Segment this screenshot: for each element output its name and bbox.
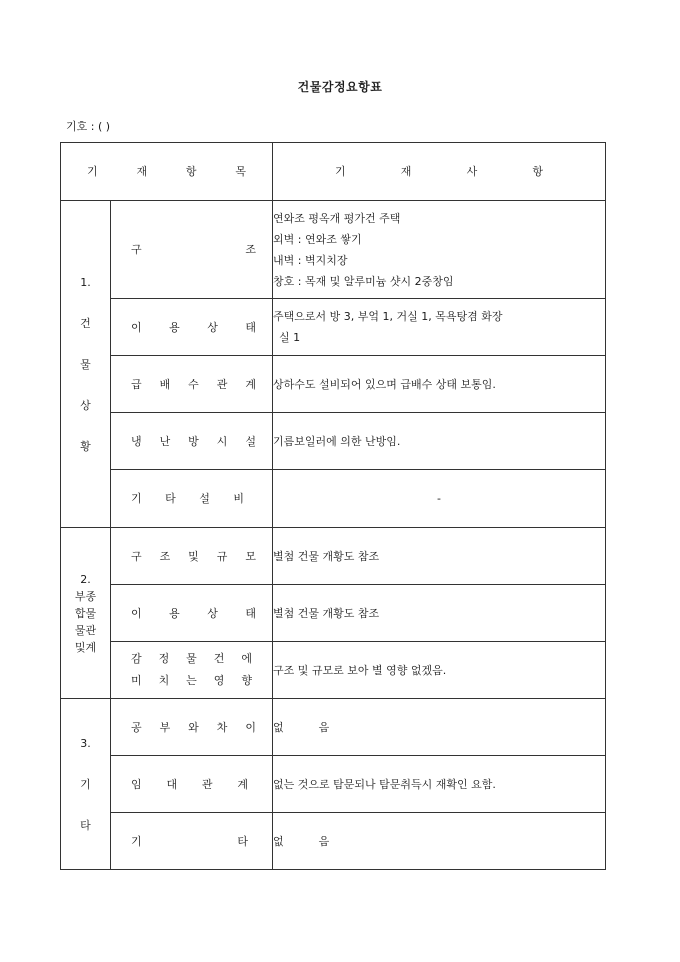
item-char: 대 bbox=[166, 777, 178, 791]
header-item-char: 항 bbox=[185, 165, 197, 178]
item-char: 조 bbox=[159, 549, 171, 563]
item-char: 차 bbox=[216, 720, 228, 734]
item-cell bbox=[111, 642, 273, 699]
section-number: 2. bbox=[80, 572, 91, 586]
item-char: 타 bbox=[165, 492, 176, 505]
content-cell bbox=[273, 699, 606, 756]
header-item-char: 목 bbox=[235, 165, 246, 178]
content-line: 없는 것으로 탐문되나 탐문취득시 재확인 요함. bbox=[273, 777, 496, 791]
section-number: 1. bbox=[80, 275, 91, 289]
item-char: 태 bbox=[245, 606, 256, 620]
content-line: 없 음 bbox=[273, 834, 330, 848]
item-char: 이 bbox=[131, 320, 142, 334]
item-char: 향 bbox=[241, 674, 252, 687]
header-content-char: 사 bbox=[466, 165, 478, 178]
item-char: 구 bbox=[131, 549, 142, 563]
item-cell bbox=[111, 528, 273, 585]
item-char: 방 bbox=[188, 434, 199, 448]
content-line: 기름보일러에 의한 난방임. bbox=[273, 434, 401, 448]
item-char: 배 bbox=[159, 377, 171, 391]
item-char: 시 bbox=[216, 434, 228, 448]
header-content-char: 기 bbox=[335, 165, 346, 178]
item-char: 에 bbox=[241, 652, 252, 665]
content-cell bbox=[273, 356, 606, 413]
header-item bbox=[61, 143, 273, 201]
content-cell bbox=[273, 756, 606, 813]
content-cell bbox=[273, 585, 606, 642]
item-char: 치 bbox=[158, 674, 170, 687]
item-char: 및 bbox=[188, 549, 199, 563]
item-char: 는 bbox=[186, 674, 197, 687]
item-char: 계 bbox=[245, 377, 256, 391]
item-cell bbox=[111, 356, 273, 413]
table-row bbox=[61, 356, 606, 413]
content-line: 외벽 : 연와조 쌓기 bbox=[273, 232, 362, 246]
section-1-label bbox=[61, 201, 111, 528]
content-line: 내벽 : 벽지치장 bbox=[273, 253, 348, 267]
item-char: 부 bbox=[159, 720, 171, 734]
item-char: 기 bbox=[131, 834, 142, 848]
item-char: 상 bbox=[207, 606, 218, 620]
item-char: 모 bbox=[245, 549, 256, 563]
table-row bbox=[61, 201, 606, 299]
section-char: 및계 bbox=[74, 640, 97, 654]
table-row bbox=[61, 528, 606, 585]
item-cell bbox=[111, 813, 273, 870]
content-cell bbox=[273, 642, 606, 699]
content-line: 구조 및 규모로 보아 별 영향 없겠음. bbox=[273, 663, 447, 677]
content-line: 상하수도 설비되어 있으며 급배수 상태 보통임. bbox=[273, 377, 496, 391]
section-char: 합물 bbox=[74, 606, 97, 620]
item-char: 설 bbox=[199, 492, 210, 505]
content-line: 창호 : 목재 및 알루미늄 샷시 2중창임 bbox=[273, 274, 454, 288]
item-char: 냉 bbox=[131, 434, 142, 448]
section-char: 건 bbox=[80, 316, 91, 330]
content-line: 없 음 bbox=[273, 720, 330, 734]
item-char: 이 bbox=[131, 606, 142, 620]
table-row bbox=[61, 699, 606, 756]
item-char: 정 bbox=[158, 652, 170, 665]
item-cell bbox=[111, 699, 273, 756]
item-char: 용 bbox=[169, 606, 180, 620]
item-cell bbox=[111, 585, 273, 642]
item-cell bbox=[111, 201, 273, 299]
section-3-label bbox=[61, 699, 111, 870]
section-2-label bbox=[61, 528, 111, 699]
section-char: 물관 bbox=[74, 623, 97, 637]
section-char: 타 bbox=[80, 818, 91, 832]
table-row bbox=[61, 642, 606, 699]
section-char: 부종 bbox=[74, 589, 97, 603]
item-char: 수 bbox=[188, 377, 199, 391]
content-cell bbox=[273, 413, 606, 470]
header-item-char: 재 bbox=[136, 165, 148, 178]
section-char: 기 bbox=[80, 777, 91, 791]
header-item-char: 기 bbox=[87, 165, 98, 178]
item-char: 미 bbox=[131, 674, 142, 687]
content-line: 연와조 평옥개 평가건 주택 bbox=[273, 211, 401, 225]
item-char: 급 bbox=[131, 377, 142, 391]
item-char: 와 bbox=[188, 720, 199, 734]
section-char: 상 bbox=[80, 398, 91, 412]
item-char: 이 bbox=[245, 720, 256, 734]
table-row bbox=[61, 585, 606, 642]
item-char: 비 bbox=[233, 492, 244, 505]
item-char: 감 bbox=[131, 652, 142, 665]
content-line: 주택으로서 방 3, 부엌 1, 거실 1, 목욕탕겸 화장 bbox=[273, 310, 503, 323]
item-char: 규 bbox=[216, 549, 228, 563]
content-line: 실 1 bbox=[279, 331, 301, 344]
header-content bbox=[273, 143, 606, 201]
item-cell bbox=[111, 413, 273, 470]
content-cell bbox=[273, 299, 606, 356]
item-char: 영 bbox=[213, 674, 225, 687]
section-char: 황 bbox=[80, 439, 91, 453]
document-title: 건물감정요항표 bbox=[297, 80, 383, 94]
item-char: 관 bbox=[216, 377, 228, 391]
item-char: 설 bbox=[245, 434, 256, 448]
table-row bbox=[61, 413, 606, 470]
content-cell bbox=[273, 813, 606, 870]
content-line: - bbox=[437, 492, 441, 505]
item-char: 임 bbox=[131, 777, 142, 791]
item-char: 태 bbox=[245, 320, 256, 334]
table-row bbox=[61, 813, 606, 870]
table-header-row bbox=[61, 143, 606, 201]
item-char: 기 bbox=[131, 492, 142, 505]
item-char: 건 bbox=[213, 652, 225, 665]
item-char: 용 bbox=[169, 320, 180, 334]
item-char: 조 bbox=[245, 243, 256, 256]
item-cell bbox=[111, 299, 273, 356]
item-char: 상 bbox=[207, 320, 218, 334]
content-line: 별첨 건물 개황도 참조 bbox=[273, 606, 380, 620]
table-row bbox=[61, 299, 606, 356]
item-char: 계 bbox=[237, 777, 248, 791]
section-number: 3. bbox=[80, 736, 91, 750]
item-char: 타 bbox=[237, 834, 248, 848]
section-char: 물 bbox=[80, 357, 91, 371]
appraisal-table bbox=[60, 142, 606, 870]
content-line: 별첨 건물 개황도 참조 bbox=[273, 549, 380, 563]
content-cell bbox=[273, 528, 606, 585]
item-char: 물 bbox=[186, 652, 197, 665]
item-char: 공 bbox=[131, 720, 142, 734]
header-content-char: 항 bbox=[532, 165, 543, 178]
header-content-char: 재 bbox=[400, 165, 412, 178]
content-cell bbox=[273, 470, 606, 528]
item-cell bbox=[111, 756, 273, 813]
table-row bbox=[61, 756, 606, 813]
code-label: 기호 : ( ) bbox=[66, 120, 111, 133]
item-char: 관 bbox=[201, 777, 213, 791]
item-char: 구 bbox=[131, 243, 142, 256]
table-row bbox=[61, 470, 606, 528]
content-cell bbox=[273, 201, 606, 299]
item-cell bbox=[111, 470, 273, 528]
item-char: 난 bbox=[159, 434, 171, 448]
